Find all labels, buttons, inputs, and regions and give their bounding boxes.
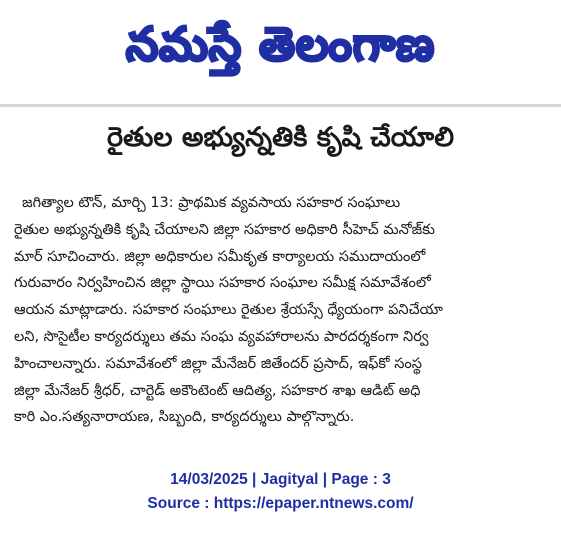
article-headline: రైతుల అభ్యున్నతికి కృషి చేయాలి xyxy=(107,122,454,153)
newspaper-logo: నమస్తే తెలంగాణ xyxy=(125,17,436,71)
article-line: ఆయన మాట్లాడారు. సహకార సంఘాలు రైతుల శ్రేయస్సే ధ్యేయంగా పనిచేయా xyxy=(14,302,443,319)
article-line: హించాలన్నారు. సమావేశంలో జిల్లా మేనేజర్ జితేందర్ ప్రసాద్, ఇఫ్‌కో సంస్థ xyxy=(14,355,422,372)
article-line: కారి ఎం.సత్యనారాయణ, సిబ్బంది, కార్యదర్శులు పాల్గొన్నారు. xyxy=(14,409,355,426)
article-body xyxy=(14,190,552,431)
edition-info: 14/03/2025 | Jagityal | Page : 3 xyxy=(170,471,391,488)
article-line: రైతుల అభ్యున్నతికి కృషి చేయాలని జిల్లా సహకార అధికారి సీహెచ్ మనోజ్‌కు xyxy=(14,221,435,238)
masthead xyxy=(0,0,561,100)
masthead-divider xyxy=(0,104,561,107)
article-line: జగిత్యాల టౌన్, మార్చి 13: ప్రాథమిక వ్యవసాయ సహకార సంఘాలు xyxy=(22,195,401,211)
article-line: జిల్లా మేనేజర్ శ్రీధర్, చార్టెడ్ అకౌంటెంట్ ఆదిత్య, సహకార శాఖ ఆడిట్ అధి xyxy=(14,382,421,399)
footer xyxy=(0,468,561,516)
article-line: లని, సొసైటీల కార్యదర్శులు తమ సంఘ వ్యవహారాలను పారదర్శకంగా నిర్వ xyxy=(14,328,429,345)
source-link[interactable]: Source : https://epaper.ntnews.com/ xyxy=(147,495,414,512)
article-line: మార్ సూచించారు. జిల్లా అధికారుల సమీకృత కార్యాలయ సముదాయంలో xyxy=(14,248,426,265)
article-line: గురువారం నిర్వహించిన జిల్లా స్థాయి సహకార సంఘాల సమీక్ష సమావేశంలో xyxy=(14,275,431,292)
